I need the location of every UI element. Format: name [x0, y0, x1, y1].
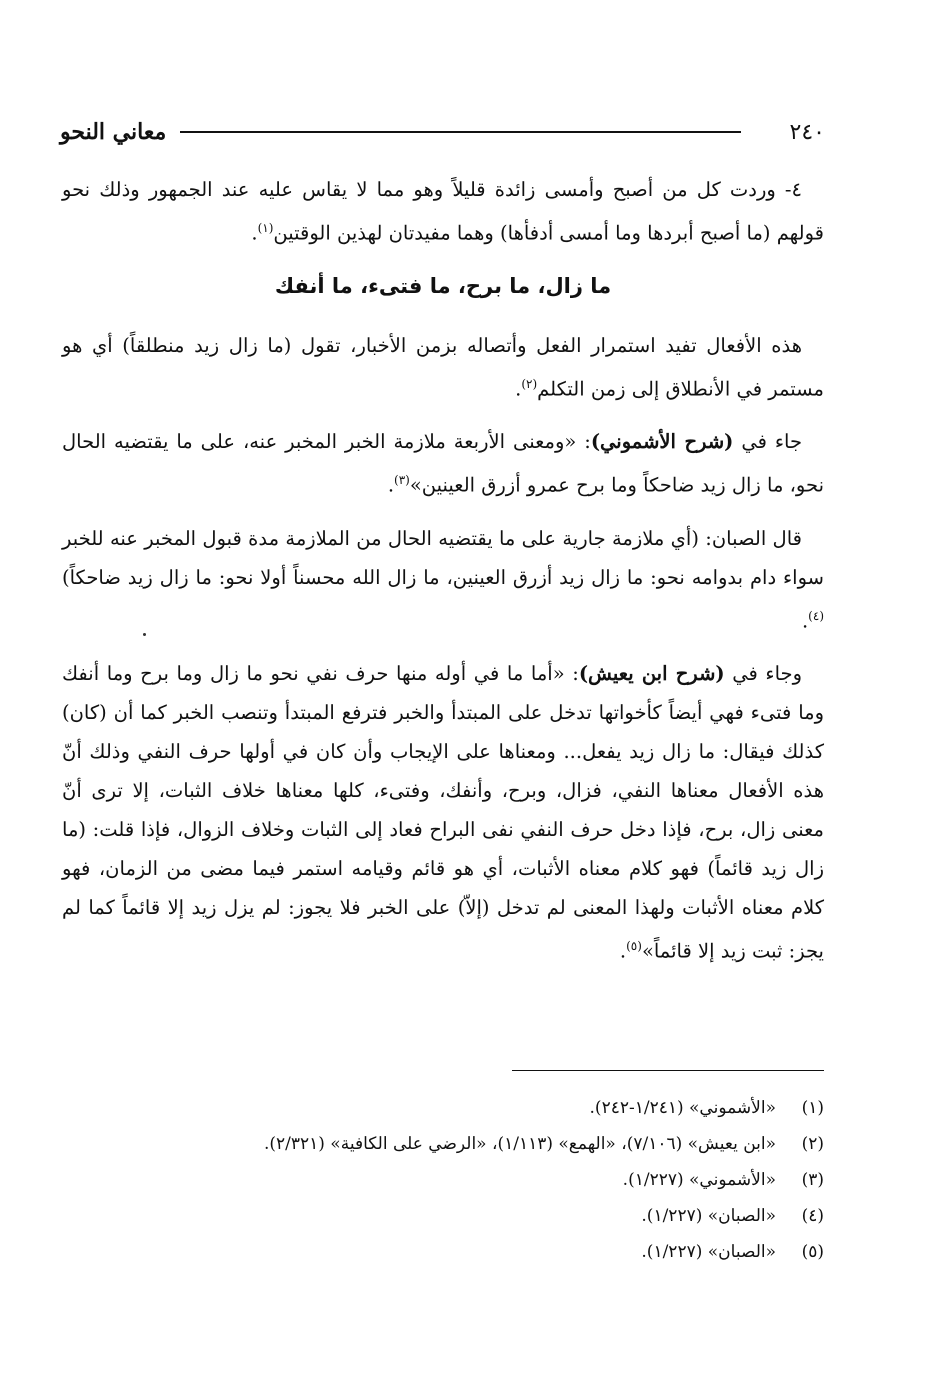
footnote-rule — [512, 1070, 824, 1071]
footnote-number: (٣) — [801, 1170, 824, 1190]
footnote-ref: (٥) — [626, 939, 642, 953]
footnote-text: «الأشموني» (١/٢٤١-٢٤٢). — [589, 1098, 776, 1118]
paragraph-end: . — [251, 221, 258, 245]
footnote-number: (٢) — [801, 1134, 824, 1154]
paragraph-3 — [62, 422, 824, 505]
footnote-item — [62, 1162, 824, 1198]
footnote-text: «الصبان» (١/٢٢٧). — [641, 1206, 776, 1226]
footnote-ref: (٢) — [521, 376, 538, 391]
footnote-text: «الأشموني» (١/٢٢٧). — [622, 1170, 776, 1190]
source-title: (شرح الأشموني) — [590, 430, 734, 453]
footnote-item — [62, 1234, 824, 1270]
footnote-number: (٤) — [801, 1206, 824, 1226]
paragraph-end: . — [801, 609, 809, 632]
footnote-text: «ابن يعيش» (٧/١٠٦)، «الهمع» (١/١١٣)، «الرضي على الكافية» (٢/٣٢١). — [263, 1134, 776, 1154]
section-heading: ما زال، ما برح، ما فتىء، ما أنفك — [274, 273, 612, 298]
header-rule — [180, 131, 741, 133]
running-title: معاني النحو — [60, 119, 167, 145]
source-title: (شرح ابن يعيش) — [578, 662, 725, 685]
footnote-item — [62, 1090, 824, 1126]
footnote-number: (١) — [801, 1098, 824, 1118]
paragraph-end: . — [515, 377, 522, 400]
footnote-text: «الصبان» (١/٢٢٧). — [641, 1242, 776, 1262]
paragraph-end: . — [619, 939, 627, 963]
paragraph-2 — [62, 326, 824, 409]
footnote-ref: (١) — [257, 221, 274, 235]
paragraph-text: قال الصبان: (أي ملازمة جارية على ما يقتضيه الحال من الملازمة مدة قبول المخبر عنه للخبر سواء دام بدوامه نحو: ما زال زيد أزرق العينين، ما زال الله محسناً أولا نحو: ما زال زيد ضاحكاً) — [62, 526, 824, 589]
page-header — [60, 112, 825, 152]
paragraph-end: . — [387, 473, 395, 497]
paragraph-text: : «ومعنى الأربعة ملازمة الخبر المخبر عنه، على ما يقتضيه الحال نحو، ما زال زيد ضاحكاً وما برح عمرو أزرق العينين» — [62, 430, 824, 497]
paragraph-text: هذه الأفعال تفيد استمرار الفعل وأتصاله بزمن الأخبار، تقول (ما زال زيد منطلقاً) أي هو مستمر في الأنطلاق إلى زمن التكلم — [62, 333, 824, 400]
footnote-item — [62, 1198, 824, 1234]
ink-speck — [143, 633, 146, 636]
paragraph-4 — [62, 519, 824, 641]
paragraph-text: : «أما ما في أوله منها حرف نفي نحو ما زال وما برح وما أنفك وما فتىء فهي أيضاً كأخواتها تدخل على المبتدأ والخبر فترفع المبتدأ وتنصب الخبر كما أن (كان) كذلك فيقال: ما زال زيد يفعل... ومعناها على الإيجاب وأن كان في أولها حرف النفي وذلك أنّ هذه الأفعال معناها النفي، فزال، وبرح، وأنفك، وفتىء، كلها معناها خلاف الثبات، إلا ترى أنّ معنى زال، برح، فإذا دخل حرف النفي نفى البراح فعاد إلى الثبات وخلاف الزوال، فإذا قلت: (ما زال زيد قائماً) فهو كلام معناه الأثبات، أي هو قائم وقيامه استمر فيما مضى من الزمان، فهو كلام معناه الأثبات ولهذا المعنى لم تدخل (إلاّ) على الخبر فلا يجوز: لم يزل زيد إلا قائماً كما لم يجز: ثبت زيد إلا قائماً» — [62, 662, 824, 963]
footnote-item — [62, 1126, 824, 1162]
page-body — [62, 170, 824, 985]
paragraph-lead: جاء في — [741, 430, 802, 453]
paragraph-lead: وجاء في — [732, 662, 803, 685]
footnote-ref: (٤) — [808, 608, 824, 623]
page-number: ٢٤٠ — [789, 119, 825, 145]
paragraph-text: ٤- وردت كل من أصبح وأمسى زائدة قليلاً وهو مما لا يقاس عليه عند الجمهور وذلك نحو قولهم (ما أصبح أبردها وما أمسى أدفأها) وهما مفيدتان لهذين الوقتين — [62, 178, 824, 245]
footnote-ref: (٣) — [394, 473, 410, 487]
paragraph-5 — [62, 654, 824, 971]
footnote-number: (٥) — [801, 1242, 824, 1262]
footnotes — [62, 1090, 824, 1270]
paragraph-1 — [62, 170, 824, 253]
